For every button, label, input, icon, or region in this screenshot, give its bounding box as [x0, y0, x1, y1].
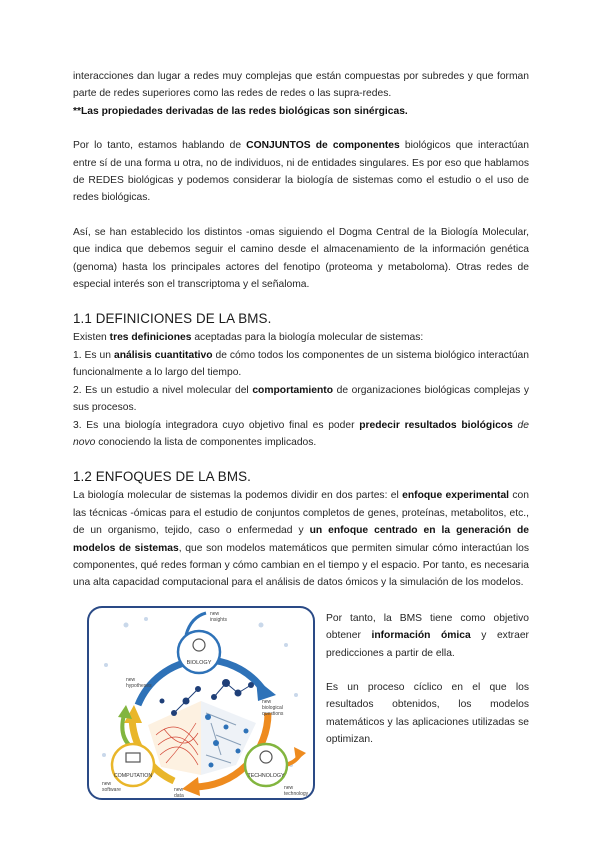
- definition-2: 2. Es un estudio a nivel molecular del comportamiento de organizaciones biológicas complejas y sus procesos.: [73, 384, 529, 414]
- svg-text:insights: insights: [210, 616, 227, 623]
- technology-node: [245, 744, 287, 786]
- computation-node: [112, 744, 154, 786]
- systems-biology-cycle-figure: [86, 605, 316, 801]
- data-label: new: [174, 786, 184, 793]
- svg-text:technology: technology: [284, 790, 309, 797]
- svg-text:software: software: [102, 786, 121, 793]
- section-heading-definitions: 1.1 DEFINICIONES DE LA BMS.: [73, 311, 272, 327]
- definition-1: 1. Es un análisis cuantitativo de cómo todos los componentes de un sistema biológico interactúan funcionalmente a lo largo del tiempo.: [73, 349, 529, 379]
- svg-text:hypotheses: hypotheses: [126, 682, 152, 689]
- approaches-paragraph: La biología molecular de sistemas la podemos dividir en dos partes: el enfoque experimental con las técnicas -ómicas para el estudio de conjuntos completos de genes, proteínas, metabolitos, etc., de un organismo, tejido, caso o enfermedad y un enfoque centrado en la generación de modelos de sistemas, que son modelos matemáticos que permiten simular cómo interactúan los componentes, qué redes forman y cómo cambian en el tiempo y el espacio. Por tanto, es necesaria una alta capacidad computacional para el análisis de datos ómicos y la simulación de los modelos.: [73, 490, 530, 589]
- side-paragraph-1: Por tanto, la BMS tiene como objetivo obtener información ómica y extraer predicciones a partir de ella.: [326, 612, 529, 659]
- tech-label: new: [284, 784, 294, 791]
- svg-text:data: data: [174, 792, 184, 799]
- intro-paragraph-1: interacciones dan lugar a redes muy complejas que están compuestas por subredes y que forman parte de redes superiores como las redes de redes o las supra-redes. **Las propiedades derivadas de las redes biológicas son sinérgicas.: [73, 71, 529, 117]
- svg-text:BIOLOGY: BIOLOGY: [186, 659, 212, 666]
- insights-label: new: [210, 610, 220, 617]
- questions-label: new: [262, 698, 272, 705]
- sinergy-statement: **Las propiedades derivadas de las redes biológicas son sinérgicas.: [73, 105, 408, 117]
- intro-paragraph-2: Por lo tanto, estamos hablando de CONJUNTOS de componentes biológicos que interactúan entre sí de una forma u otra, no de individuos, ni de entidades singulares. Es por eso que hablamos de REDES biológicas y podemos considerar la biología de sistemas como el estudio o el uso de redes biológicas.: [73, 140, 529, 204]
- cycle-diagram: [86, 605, 316, 801]
- section-heading-approaches: 1.2 ENFOQUES DE LA BMS.: [73, 469, 251, 485]
- side-paragraph-2: Es un proceso cíclico en el que los resultados obtenidos, los modelos matemáticos y las aplicaciones utilizadas se optimizan.: [326, 681, 529, 746]
- biology-node: [178, 631, 220, 673]
- hypotheses-label: new: [126, 676, 136, 683]
- svg-text:questions: questions: [262, 710, 284, 717]
- definition-3: 3. Es una biología integradora cuyo objetivo final es poder predecir resultados biológicos de novo conociendo la lista de componentes implicados.: [73, 419, 529, 448]
- svg-text:biological: biological: [262, 704, 283, 711]
- intro-paragraph-3: Así, se han establecido los distintos -omas siguiendo el Dogma Central de la Biología Molecular, que indica que debemos seguir el camino desde el almacenamiento de la información genética (genoma) hasta los principales actores del fenotipo (proteoma y metaboloma). Otras redes de especial interés son el transcriptoma y el señaloma.: [73, 226, 529, 291]
- figure-side-text: [326, 610, 529, 749]
- figure-row: [73, 605, 529, 805]
- svg-text:COMPUTATION: COMPUTATION: [113, 772, 153, 779]
- svg-text:TECHNOLOGY: TECHNOLOGY: [247, 772, 285, 779]
- definitions-intro: Existen tres definiciones aceptadas para la biología molecular de sistemas:: [73, 332, 424, 344]
- page-content: [73, 68, 529, 805]
- software-label: new: [102, 780, 112, 787]
